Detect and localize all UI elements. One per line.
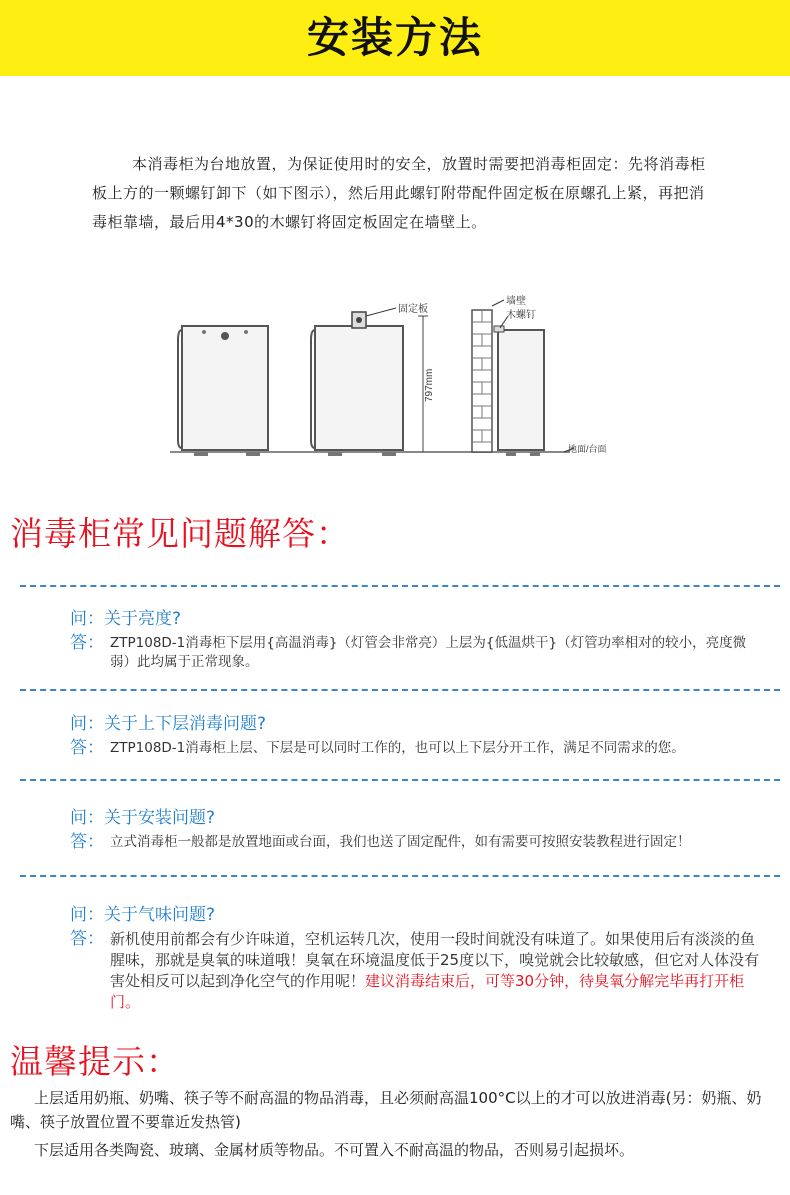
install-instructions [92, 150, 712, 237]
plate-label: 固定板 [398, 304, 428, 315]
installation-diagram [160, 290, 630, 470]
title-banner [0, 0, 790, 76]
wall-icon [472, 310, 492, 452]
faq-question-1 [70, 604, 181, 629]
a-prefix: 答： [70, 738, 104, 758]
wall-label: 墙壁 [506, 296, 526, 307]
q-prefix: 问： [70, 905, 104, 925]
q-prefix: 问： [70, 609, 104, 629]
height-label: 797mm [424, 368, 435, 402]
tip-line-1: 上层适用奶瓶、奶嘴、筷子等不耐高温的物品消毒，且必须耐高温100°C以上的才可以放进消毒(另：奶瓶、奶嘴、筷子放置位置不要靠近发热管) [10, 1089, 762, 1131]
faq-answer-4 [70, 929, 760, 1013]
screw-label: 木螺钉 [506, 310, 536, 321]
ground-label: 地面/台面 [568, 444, 607, 454]
a-prefix: 答： [70, 832, 104, 852]
answer-text: ZTP108D-1消毒柜上层、下层是可以同时工作的，也可以上下层分开工作，满足不同需求的您。 [110, 740, 685, 756]
cabinet-before-icon [178, 326, 268, 456]
divider [20, 875, 780, 877]
a-prefix: 答： [70, 929, 104, 949]
install-instructions-text: 本消毒柜为台地放置，为保证使用时的安全，放置时需要把消毒柜固定：先将消毒柜板上方的一颗螺钉卸下（如下图示），然后用此螺钉附带配件固定板在原螺孔上紧，再把消毒柜靠墙，最后用4*30的木螺钉将固定板固定在墙壁上。 [92, 155, 706, 231]
divider [20, 779, 780, 781]
answer-highlight: 建议消毒结束后，可等30分钟，待臭氧分解完毕再打开柜门。 [110, 972, 745, 1011]
page-title: 安装方法 [306, 13, 483, 62]
faq-question-2 [70, 709, 266, 734]
cabinet-against-wall-icon [492, 300, 574, 456]
faq-answer-3 [70, 833, 760, 852]
question-text: 关于安装问题? [104, 808, 216, 828]
faq-title: 消毒柜常见问题解答： [10, 514, 350, 553]
tip-line-2: 下层适用各类陶瓷、玻璃、金属材质等物品。不可置入不耐高温的物品，否则易引起损坏。 [34, 1141, 635, 1159]
answer-text: 新机使用前都会有少许味道，空机运转几次，使用一段时间就没有味道了。如果使用后有淡淡的鱼腥味，那就是臭氧的味道哦！臭氧在环境温度低于25度以下，嗅觉就会比较敏感，但它对人体没有害处相反可以起到净化空气的作用呢！ [110, 930, 760, 990]
answer-text: 立式消毒柜一般都是放置地面或台面，我们也送了固定配件，如有需要可按照安装教程进行固定！ [110, 834, 691, 850]
question-text: 关于上下层消毒问题? [104, 714, 267, 734]
divider [20, 585, 780, 587]
q-prefix: 问： [70, 808, 104, 828]
answer-text: ZTP108D-1消毒柜下层用{高温消毒}（灯管会非常亮）上层为{低温烘干}（灯管功率相对的较小，亮度微弱）此均属于正常现象。 [110, 635, 747, 670]
question-text: 关于亮度? [104, 609, 182, 629]
faq-question-3 [70, 803, 215, 828]
question-text: 关于气味问题? [104, 905, 216, 925]
faq-answer-2 [70, 739, 760, 758]
cabinet-with-plate-icon [311, 308, 428, 456]
tips-title: 温馨提示： [10, 1042, 180, 1081]
faq-question-4 [70, 900, 215, 925]
faq-answer-1 [70, 634, 760, 672]
q-prefix: 问： [70, 714, 104, 734]
divider [20, 689, 780, 691]
a-prefix: 答： [70, 633, 104, 653]
